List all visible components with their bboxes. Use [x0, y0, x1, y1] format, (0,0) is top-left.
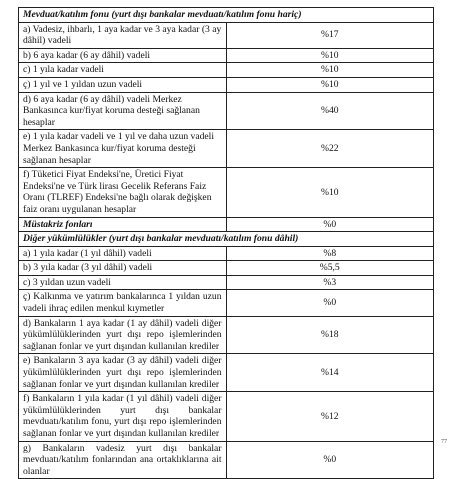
- row-description: e) 1 yıla kadar vadeli ve 1 yıl ve daha uzun vadeli Merkez Bankasınca kur/fiyat koruma desteği sağlanan hesaplar: [19, 130, 227, 168]
- section-header-label: Mevduat/katılım fonu (yurt dışı bankalar mevduatı/katılım fonu hariç): [19, 8, 434, 23]
- section-header-other-liabilities: [19, 232, 434, 247]
- row-description: a) Vadesiz, ihbarlı, 1 aya kadar ve 3 aya kadar (3 ay dâhil) vadeli: [19, 22, 227, 48]
- table-row: [19, 290, 434, 316]
- table-row: [19, 63, 434, 78]
- row-description: ç) Kalkınma ve yatırım bankalarınca 1 yıldan uzun vadeli ihraç edilen menkul kıymetler: [19, 290, 227, 316]
- row-description: g) Bankaların vadesiz yurt dışı bankalar mevduatı/katılım fonlarından ana ortaklıklarına ait olanlar: [19, 441, 227, 479]
- row-ratio: %8: [226, 246, 434, 261]
- row-description: c) 1 yıla kadar vadeli: [19, 63, 227, 78]
- row-ratio: %14: [226, 354, 434, 392]
- table-row: [19, 246, 434, 261]
- section-header-repo-funds: [19, 217, 434, 232]
- row-ratio: %0: [226, 290, 434, 316]
- row-description: e) Bankaların 3 aya kadar (3 ay dâhil) vadeli diğer yükümlülüklerinden yurt dışı repo işlemlerinden sağlanan fonlar ve yurt dışından kullanılan krediler: [19, 354, 227, 392]
- row-ratio: %18: [226, 316, 434, 354]
- page-number: 77: [441, 439, 447, 445]
- row-description: c) 3 yıldan uzun vadeli: [19, 275, 227, 290]
- row-ratio: %0: [226, 217, 434, 232]
- row-description: f) Tüketici Fiyat Endeksi'ne, Üretici Fiyat Endeksi'ne ve Türk lirası Gecelik Referans Faiz Oranı (TLREF) Endeksi'ne bağlı olarak değişken faiz oranı uygulanan hesaplar: [19, 168, 227, 217]
- table-row: [19, 392, 434, 441]
- row-ratio: %10: [226, 63, 434, 78]
- row-ratio: %10: [226, 77, 434, 92]
- table-row: [19, 77, 434, 92]
- table-row: [19, 130, 434, 168]
- row-ratio: %10: [226, 48, 434, 63]
- row-ratio: %0: [226, 441, 434, 479]
- row-description: ç) 1 yıl ve 1 yıldan uzun vadeli: [19, 77, 227, 92]
- row-description: f) Bankaların 1 yıla kadar (1 yıl dâhil) vadeli diğer yükümlülüklerinden yurt dışı bankalar mevduatı/katılım fonu, yurt dışı repo işlemlerinden sağlanan fonlar ve yurt dışından kullanılan krediler: [19, 392, 227, 441]
- table-row: [19, 92, 434, 130]
- row-description: d) 6 aya kadar (6 ay dâhil) vadeli Merkez Bankasınca kur/fiyat koruma desteği sağlanan hesaplar: [19, 92, 227, 130]
- row-ratio: %10: [226, 168, 434, 217]
- table-row: [19, 275, 434, 290]
- row-ratio: %3: [226, 275, 434, 290]
- table-row: [19, 22, 434, 48]
- row-description: d) Bankaların 1 aya kadar (1 ay dâhil) vadeli diğer yükümlülüklerinden yurt dışı repo işlemlerinden sağlanan fonlar ve yurt dışından kullanılan krediler: [19, 316, 227, 354]
- reserve-ratio-table-body: [19, 8, 434, 479]
- row-ratio: %40: [226, 92, 434, 130]
- table-row: [19, 48, 434, 63]
- row-description: a) 1 yıla kadar (1 yıl dâhil) vadeli: [19, 246, 227, 261]
- row-ratio: %17: [226, 22, 434, 48]
- row-description: b) 3 yıla kadar (3 yıl dâhil) vadeli: [19, 261, 227, 276]
- section-header-label: Diğer yükümlülükler (yurt dışı bankalar mevduatı/katılım fonu dâhil): [19, 232, 434, 247]
- table-row: [19, 354, 434, 392]
- section-header-deposits: [19, 8, 434, 23]
- table-row: [19, 261, 434, 276]
- row-ratio: %22: [226, 130, 434, 168]
- row-description: b) 6 aya kadar (6 ay dâhil) vadeli: [19, 48, 227, 63]
- section-header-label: Müstakriz fonları: [19, 217, 227, 232]
- table-row: [19, 168, 434, 217]
- table-row: [19, 316, 434, 354]
- row-ratio: %12: [226, 392, 434, 441]
- reserve-ratio-table: [18, 7, 434, 479]
- row-ratio: %5,5: [226, 261, 434, 276]
- table-row: [19, 441, 434, 479]
